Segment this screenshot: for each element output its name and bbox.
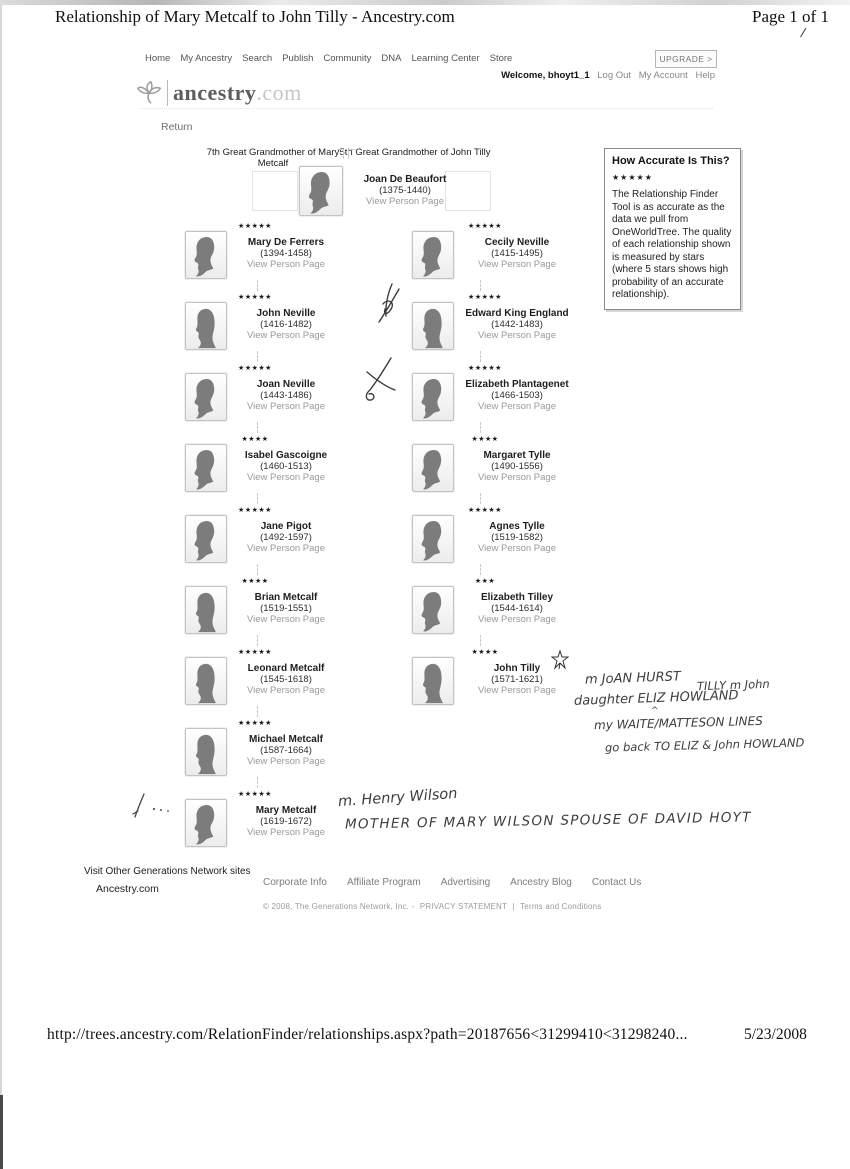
- person-years: (1571-1621): [491, 674, 543, 685]
- person-years: (1442-1483): [491, 319, 543, 330]
- footer-links: [263, 877, 641, 888]
- person-card: [226, 308, 346, 341]
- person-photo[interactable]: [412, 586, 454, 634]
- male-silhouette-icon: [187, 589, 225, 633]
- person-photo[interactable]: [412, 231, 454, 279]
- male-silhouette-icon: [187, 731, 225, 775]
- person-photo[interactable]: [185, 799, 227, 847]
- female-silhouette-icon: [187, 447, 225, 491]
- copyright-line: [263, 902, 604, 911]
- view-person-page-link[interactable]: View Person Page: [478, 401, 556, 412]
- person-card: [226, 379, 346, 412]
- accuracy-box-stars: ★★★★★: [612, 173, 653, 182]
- view-person-page-link[interactable]: View Person Page: [247, 259, 325, 270]
- view-person-page-link[interactable]: View Person Page: [478, 330, 556, 341]
- person-years: (1375-1440): [379, 185, 431, 196]
- person-years: (1587-1664): [260, 745, 312, 756]
- person-card: [457, 379, 577, 412]
- relationship-stars: ★★★★★: [238, 223, 272, 230]
- accuracy-info-box: [604, 148, 741, 310]
- person-photo[interactable]: [412, 515, 454, 563]
- person-card: [457, 521, 577, 554]
- relationship-stars: ★★★★★: [238, 507, 272, 514]
- print-page-number: Page 1 of 1: [752, 7, 829, 26]
- person-card-root: [345, 174, 465, 207]
- relationship-stars: ★★★: [474, 578, 496, 585]
- person-years: (1466-1503): [491, 390, 543, 401]
- female-silhouette-icon: [187, 802, 225, 846]
- person-photo[interactable]: [299, 166, 343, 216]
- person-name: Michael Metcalf: [249, 734, 323, 745]
- print-footer-date: 5/23/2008: [744, 1026, 807, 1043]
- copyright-separator: |: [512, 902, 515, 911]
- scan-artifact-top: [0, 0, 850, 5]
- view-person-page-link[interactable]: View Person Page: [247, 614, 325, 625]
- person-photo[interactable]: [185, 444, 227, 492]
- relationship-stars: ★★★★★: [238, 294, 272, 301]
- person-photo[interactable]: [412, 444, 454, 492]
- female-silhouette-icon: [301, 169, 341, 215]
- view-person-page-link[interactable]: View Person Page: [247, 472, 325, 483]
- column-divider-mark: [337, 149, 344, 159]
- upgrade-button[interactable]: UPGRADE >: [655, 50, 717, 68]
- print-page-title: Relationship of Mary Metcalf to John Tilly - Ancestry.com: [55, 7, 455, 26]
- nav-search[interactable]: Search: [242, 53, 273, 64]
- person-years: (1394-1458): [260, 248, 312, 259]
- ancestry-com-link[interactable]: Ancestry.com: [96, 883, 159, 895]
- person-years: (1544-1614): [491, 603, 543, 614]
- person-card: [226, 521, 346, 554]
- handwriting-note: go back TO ELIZ & John HOWLAND: [604, 735, 805, 755]
- footer-contact-us[interactable]: Contact Us: [591, 877, 642, 888]
- terms-link[interactable]: Terms and Conditions: [520, 902, 602, 911]
- person-photo[interactable]: [412, 302, 454, 350]
- person-name: Jane Pigot: [260, 521, 312, 532]
- accuracy-box-body: The Relationship Finder Tool is as accurate as the data we pull from OneWorldTree. The quality of each relationship shown is measured by stars (where 5 stars shows high probability of an accurate relationship).: [612, 189, 732, 300]
- person-name: Isabel Gascoigne: [244, 450, 328, 461]
- female-silhouette-icon: [414, 234, 452, 278]
- person-name: John Tilly: [493, 663, 541, 674]
- person-name: Elizabeth Tilley: [480, 592, 554, 603]
- nav-learning-center[interactable]: Learning Center: [411, 53, 480, 64]
- accuracy-box-title: How Accurate Is This?: [612, 155, 730, 167]
- person-years: (1460-1513): [260, 461, 312, 472]
- view-person-page-link[interactable]: View Person Page: [366, 196, 444, 207]
- person-photo[interactable]: [185, 515, 227, 563]
- empty-ancestor-box: [252, 171, 298, 211]
- relationship-stars: ★★★★★: [238, 365, 272, 372]
- female-silhouette-icon: [187, 518, 225, 562]
- relationship-stars: ★★★★: [471, 649, 499, 656]
- person-name: Leonard Metcalf: [247, 663, 325, 674]
- scan-artifact-left-dark: [0, 1095, 3, 1169]
- female-silhouette-icon: [414, 518, 452, 562]
- person-years: (1443-1486): [260, 390, 312, 401]
- person-name: Joan Neville: [256, 379, 316, 390]
- pen-star-doodle: [551, 650, 569, 670]
- person-name: Mary De Ferrers: [247, 237, 325, 248]
- return-link[interactable]: Return: [161, 121, 193, 133]
- handwriting-note: m JoAN HURST: [584, 669, 682, 688]
- left-column-header: 7th Great Grandmother of Mary Metcalf: [206, 147, 340, 169]
- female-silhouette-icon: [414, 447, 452, 491]
- ancestry-logo[interactable]: [136, 80, 302, 106]
- welcome-label: Welcome,: [501, 70, 546, 81]
- female-silhouette-icon: [414, 589, 452, 633]
- person-photo[interactable]: [185, 302, 227, 350]
- logo-wordmark: ancestry.com: [167, 80, 302, 106]
- female-silhouette-icon: [187, 376, 225, 420]
- person-years: (1415-1495): [491, 248, 543, 259]
- view-person-page-link[interactable]: View Person Page: [247, 543, 325, 554]
- view-person-page-link[interactable]: View Person Page: [478, 614, 556, 625]
- footer-advertising[interactable]: Advertising: [440, 877, 491, 888]
- handwriting-note: my WAITE/MATTESON LINES: [593, 713, 763, 733]
- my-account-link[interactable]: My Account: [638, 70, 688, 81]
- handwriting-note: daughter ELIZ HOWLAND: [573, 688, 739, 709]
- nav-dna[interactable]: DNA: [381, 53, 402, 64]
- female-silhouette-icon: [414, 376, 452, 420]
- person-name: Margaret Tylle: [483, 450, 551, 461]
- right-column-header: 5th Great Grandmother of John Tilly: [339, 147, 491, 158]
- view-person-page-link[interactable]: View Person Page: [247, 330, 325, 341]
- nav-publish[interactable]: Publish: [282, 53, 314, 64]
- person-card: [226, 592, 346, 625]
- person-name: Mary Metcalf: [255, 805, 317, 816]
- person-name: John Neville: [256, 308, 316, 319]
- relationship-stars: ★★★★★: [468, 223, 502, 230]
- person-name: Cecily Neville: [484, 237, 550, 248]
- person-photo[interactable]: [185, 231, 227, 279]
- person-years: (1619-1672): [260, 816, 312, 827]
- print-footer-url: http://trees.ancestry.com/RelationFinder/relationships.aspx?path=20187656<31299410<31298240...: [47, 1026, 688, 1043]
- pen-scribble-mark: [376, 282, 404, 328]
- view-person-page-link[interactable]: View Person Page: [478, 259, 556, 270]
- person-card: [457, 450, 577, 483]
- handwriting-caret: ^: [651, 706, 659, 716]
- person-years: (1519-1582): [491, 532, 543, 543]
- person-photo[interactable]: [185, 586, 227, 634]
- person-years: (1545-1618): [260, 674, 312, 685]
- person-years: (1416-1482): [260, 319, 312, 330]
- female-silhouette-icon: [187, 234, 225, 278]
- nav-my-ancestry[interactable]: My Ancestry: [180, 53, 233, 64]
- footer-ancestry-blog[interactable]: Ancestry Blog: [510, 877, 572, 888]
- person-card: [226, 237, 346, 270]
- pen-scribble-mark: [363, 356, 399, 404]
- welcome-bar: [380, 70, 715, 81]
- header-divider: [140, 108, 713, 109]
- ancestry-leaf-icon: [136, 80, 164, 106]
- person-name: Joan De Beaufort: [363, 174, 447, 185]
- nav-home[interactable]: Home: [145, 53, 171, 64]
- person-name: Edward King England: [465, 308, 569, 319]
- person-card: [457, 237, 577, 270]
- male-silhouette-icon: [414, 305, 452, 349]
- person-name: Agnes Tylle: [489, 521, 545, 532]
- nav-community[interactable]: Community: [323, 53, 372, 64]
- view-person-page-link[interactable]: View Person Page: [478, 685, 556, 696]
- relationship-stars: ★★★★★: [468, 507, 502, 514]
- visit-sites-label: Visit Other Generations Network sites: [84, 866, 251, 877]
- relationship-stars: ★★★★★: [238, 791, 272, 798]
- male-silhouette-icon: [414, 660, 452, 704]
- view-person-page-link[interactable]: View Person Page: [247, 756, 325, 767]
- person-card: [226, 734, 346, 767]
- view-person-page-link[interactable]: View Person Page: [247, 401, 325, 412]
- person-years: (1492-1597): [260, 532, 312, 543]
- person-photo[interactable]: [412, 657, 454, 705]
- handwriting-note: TILLY m John: [696, 676, 770, 694]
- relationship-stars: ★★★★★: [468, 294, 502, 301]
- person-card: [457, 592, 577, 625]
- handwriting-note: MOTHER OF MARY WILSON SPOUSE OF DAVID HOYT: [344, 809, 752, 833]
- relationship-stars: ★★★★: [241, 578, 269, 585]
- person-name: Elizabeth Plantagenet: [465, 379, 569, 390]
- person-card: [226, 805, 346, 838]
- person-photo[interactable]: [185, 373, 227, 421]
- copyright-text: © 2008, The Generations Network, Inc. -: [263, 902, 415, 911]
- view-person-page-link[interactable]: View Person Page: [478, 472, 556, 483]
- scan-artifact-left-edge: [0, 5, 2, 1169]
- privacy-statement-link[interactable]: PRIVACY STATEMENT: [419, 902, 508, 911]
- handwriting-note: m. Henry Wilson: [337, 785, 458, 811]
- person-card: [226, 663, 346, 696]
- relationship-stars: ★★★★: [471, 436, 499, 443]
- view-person-page-link[interactable]: View Person Page: [247, 827, 325, 838]
- relationship-stars: ★★★★★: [238, 649, 272, 656]
- view-person-page-link[interactable]: View Person Page: [478, 543, 556, 554]
- person-photo[interactable]: [185, 657, 227, 705]
- person-card: [457, 308, 577, 341]
- person-photo[interactable]: [185, 728, 227, 776]
- nav-store[interactable]: Store: [489, 53, 513, 64]
- relationship-stars: ★★★★★: [238, 720, 272, 727]
- username: bhoyt1_1: [547, 70, 590, 81]
- column-divider-mark: [348, 149, 355, 159]
- male-silhouette-icon: [187, 660, 225, 704]
- top-navigation: [145, 53, 512, 64]
- relationship-stars: ★★★★★: [468, 365, 502, 372]
- person-card: [226, 450, 346, 483]
- person-name: Brian Metcalf: [254, 592, 318, 603]
- person-years: (1490-1556): [491, 461, 543, 472]
- person-photo[interactable]: [412, 373, 454, 421]
- help-link[interactable]: Help: [695, 70, 715, 81]
- pen-check-mark: [128, 792, 184, 820]
- person-years: (1519-1551): [260, 603, 312, 614]
- male-silhouette-icon: [187, 305, 225, 349]
- footer-corporate-info[interactable]: Corporate Info: [263, 877, 327, 888]
- relationship-stars: ★★★★: [241, 436, 269, 443]
- view-person-page-link[interactable]: View Person Page: [247, 685, 325, 696]
- logout-link[interactable]: Log Out: [597, 70, 632, 81]
- footer-affiliate-program[interactable]: Affiliate Program: [346, 877, 421, 888]
- pen-tick-mark: [799, 27, 808, 38]
